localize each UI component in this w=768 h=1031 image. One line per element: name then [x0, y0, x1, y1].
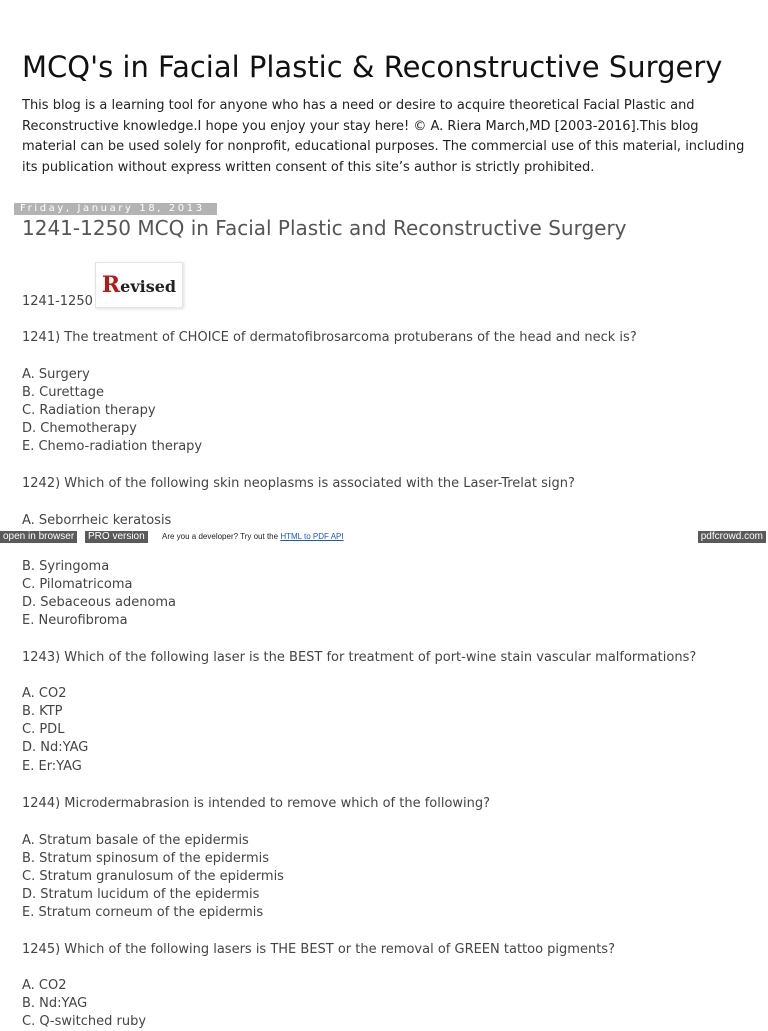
answer-option: E. Neurofibroma: [22, 613, 128, 628]
answer-option: C. Radiation therapy: [22, 403, 156, 418]
post-date-header: Friday, January 18, 2013: [14, 203, 217, 215]
pdfcrowd-bar: [0, 530, 768, 544]
question-1241: 1241) The treatment of CHOICE of dermatofibrosarcoma protuberans of the head and neck is?: [22, 330, 637, 345]
answer-option: C. Q-switched ruby: [22, 1014, 147, 1029]
answer-option: A. CO2: [22, 978, 67, 993]
revised-badge-cap: R: [101, 272, 121, 298]
answer-option: D. Sebaceous adenoma: [22, 595, 177, 610]
pro-version-button[interactable]: PRO version: [85, 531, 148, 543]
answer-option: B. Syringoma: [22, 559, 110, 574]
question-1243: 1243) Which of the following laser is the BEST for treatment of port-wine stain vascular malformations?: [22, 650, 697, 665]
answer-option: D. Chemotherapy: [22, 421, 137, 436]
answer-option: E. Er:YAG: [22, 759, 82, 774]
answer-option: C. PDL: [22, 722, 65, 737]
blog-description: This blog is a learning tool for anyone who has a need or desire to acquire theoretical Facial Plastic and Reconstructive knowledge.I hope you enjoy your stay here! © A. Riera March,MD [2003-2016].This blog material can be used solely for nonprofit, educational purposes. The commercial use of this material, including its publication without express written consent of this site’s author is strictly prohibited.: [22, 98, 745, 175]
pdfcrowd-link[interactable]: pdfcrowd.com: [698, 531, 766, 543]
answer-option: B. Stratum spinosum of the epidermis: [22, 851, 270, 866]
answer-option: A. Seborrheic keratosis: [22, 513, 172, 528]
developer-promo-text: Are you a developer? Try out the: [162, 532, 279, 541]
answer-option: B. Nd:YAG: [22, 996, 88, 1011]
post-range-label: 1241-1250: [22, 294, 93, 309]
question-1242: 1242) Which of the following skin neoplasms is associated with the Laser-Trelat sign?: [22, 476, 575, 491]
answer-option: C. Stratum granulosum of the epidermis: [22, 869, 284, 884]
post-title[interactable]: 1241-1250 MCQ in Facial Plastic and Reconstructive Surgery: [22, 216, 627, 240]
answer-option: D. Stratum lucidum of the epidermis: [22, 887, 260, 902]
open-in-browser-button[interactable]: open in browser: [0, 531, 77, 543]
answer-option: E. Stratum corneum of the epidermis: [22, 905, 264, 920]
question-1244: 1244) Microdermabrasion is intended to remove which of the following?: [22, 796, 491, 811]
blog-title[interactable]: MCQ's in Facial Plastic & Reconstructive Surgery: [22, 50, 723, 84]
revised-badge-rest: evised: [120, 277, 177, 296]
answer-option: B. Curettage: [22, 385, 104, 400]
answer-option: A. Surgery: [22, 367, 90, 382]
answer-option: D. Nd:YAG: [22, 740, 89, 755]
revised-badge-image: [95, 262, 183, 308]
revised-badge-text: [102, 272, 176, 298]
answer-option: A. CO2: [22, 686, 67, 701]
answer-option: C. Pilomatricoma: [22, 577, 133, 592]
answer-option: E. Chemo-radiation therapy: [22, 439, 203, 454]
answer-option: A. Stratum basale of the epidermis: [22, 833, 249, 848]
html-to-pdf-api-link[interactable]: HTML to PDF API: [280, 532, 344, 541]
question-1245: 1245) Which of the following lasers is THE BEST or the removal of GREEN tattoo pigments?: [22, 942, 615, 957]
developer-promo: [162, 532, 344, 542]
answer-option: B. KTP: [22, 704, 63, 719]
